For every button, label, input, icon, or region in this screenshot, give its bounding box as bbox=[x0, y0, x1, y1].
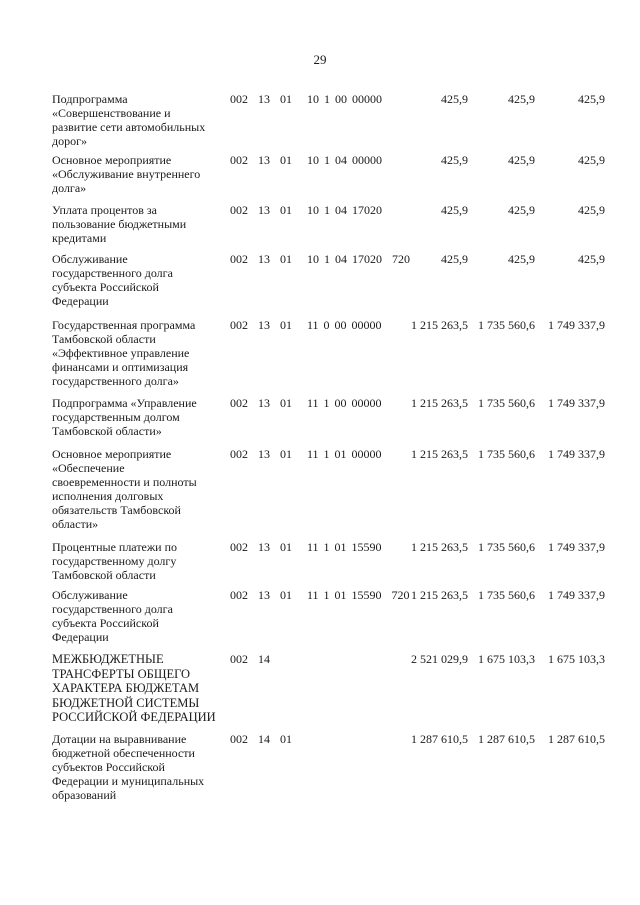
value-year-1: 1 215 263,5 bbox=[411, 447, 468, 461]
row-name: Основное мероприятие «Обеспечение своевременности и полноты исполнения долговых обязательств Тамбовской области» bbox=[52, 447, 197, 531]
row-code: 002 13 01 11 1 01 15590 720 bbox=[230, 588, 410, 602]
row-code: 002 13 01 11 0 00 00000 bbox=[230, 318, 382, 332]
row-code: 002 13 01 10 1 04 17020 720 bbox=[230, 252, 410, 266]
value-year-3: 1 749 337,9 bbox=[548, 588, 605, 602]
value-year-3: 1 675 103,3 bbox=[548, 652, 605, 666]
row-name: Процентные платежи по государственному долгу Тамбовской области bbox=[52, 540, 178, 582]
value-year-1: 425,9 bbox=[441, 203, 468, 217]
row-name: Государственная программа Тамбовской области «Эффективное управление финансами и оптимизация государственного долга» bbox=[52, 318, 196, 388]
value-year-1: 1 215 263,5 bbox=[411, 540, 468, 554]
value-year-3: 425,9 bbox=[578, 203, 605, 217]
row-code: 002 13 01 11 1 01 15590 bbox=[230, 540, 382, 554]
value-year-2: 1 735 560,6 bbox=[478, 588, 535, 602]
value-year-3: 1 749 337,9 bbox=[548, 396, 605, 410]
value-year-2: 1 735 560,6 bbox=[478, 318, 535, 332]
row-code: 002 13 01 11 1 00 00000 bbox=[230, 396, 382, 410]
value-year-3: 1 749 337,9 bbox=[548, 540, 605, 554]
value-year-1: 1 215 263,5 bbox=[411, 588, 468, 602]
value-year-3: 1 749 337,9 bbox=[548, 318, 605, 332]
row-code: 002 13 01 10 1 00 00000 bbox=[230, 92, 382, 106]
value-year-1: 1 287 610,5 bbox=[411, 732, 468, 746]
value-year-2: 1 287 610,5 bbox=[478, 732, 535, 746]
row-name: Дотации на выравнивание бюджетной обеспеченности субъектов Российской Федерации и муниципальных образований bbox=[52, 732, 205, 802]
value-year-3: 425,9 bbox=[578, 153, 605, 167]
row-name: Уплата процентов за пользование бюджетными кредитами bbox=[52, 203, 187, 245]
value-year-1: 425,9 bbox=[441, 153, 468, 167]
row-name: Обслуживание государственного долга субъекта Российской Федерации bbox=[52, 588, 173, 644]
value-year-1: 425,9 bbox=[441, 92, 468, 106]
value-year-3: 1 287 610,5 bbox=[548, 732, 605, 746]
value-year-3: 425,9 bbox=[578, 92, 605, 106]
row-name: Подпрограмма «Управление государственным долгом Тамбовской области» bbox=[52, 396, 197, 438]
value-year-2: 1 735 560,6 bbox=[478, 396, 535, 410]
value-year-3: 425,9 bbox=[578, 252, 605, 266]
row-code: 002 14 bbox=[230, 652, 270, 666]
value-year-1: 425,9 bbox=[441, 252, 468, 266]
value-year-3: 1 749 337,9 bbox=[548, 447, 605, 461]
value-year-2: 425,9 bbox=[508, 203, 535, 217]
value-year-2: 425,9 bbox=[508, 252, 535, 266]
value-year-2: 425,9 bbox=[508, 153, 535, 167]
value-year-1: 1 215 263,5 bbox=[411, 318, 468, 332]
page-number: 29 bbox=[313, 52, 327, 67]
value-year-1: 2 521 029,9 bbox=[411, 652, 468, 666]
row-code: 002 13 01 10 1 04 00000 bbox=[230, 153, 382, 167]
row-code: 002 13 01 10 1 04 17020 bbox=[230, 203, 382, 217]
row-name: Основное мероприятие «Обслуживание внутреннего долга» bbox=[52, 153, 201, 195]
row-code: 002 14 01 bbox=[230, 732, 292, 746]
value-year-2: 425,9 bbox=[508, 92, 535, 106]
value-year-2: 1 735 560,6 bbox=[478, 447, 535, 461]
row-name: Обслуживание государственного долга субъекта Российской Федерации bbox=[52, 252, 173, 308]
value-year-1: 1 215 263,5 bbox=[411, 396, 468, 410]
row-name: Подпрограмма «Совершенствование и развитие сети автомобильных дорог» bbox=[52, 92, 206, 148]
row-name: МЕЖБЮДЖЕТНЫЕ ТРАНСФЕРТЫ ОБЩЕГО ХАРАКТЕРА БЮДЖЕТАМ БЮДЖЕТНОЙ СИСТЕМЫ РОССИЙСКОЙ ФЕДЕРАЦИИ bbox=[52, 652, 216, 724]
value-year-2: 1 675 103,3 bbox=[478, 652, 535, 666]
value-year-2: 1 735 560,6 bbox=[478, 540, 535, 554]
row-code: 002 13 01 11 1 01 00000 bbox=[230, 447, 382, 461]
